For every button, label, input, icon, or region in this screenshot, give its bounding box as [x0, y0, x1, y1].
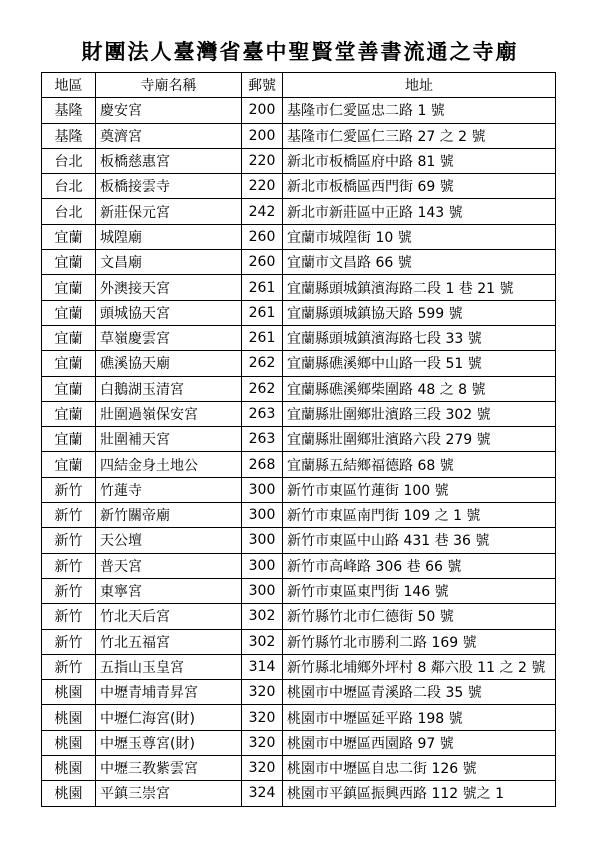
table-row	[42, 452, 556, 477]
address-cell: 桃園市中壢區延平路 198 號	[283, 705, 556, 730]
temple-name-cell: 白鵝湖玉清宮	[96, 376, 242, 401]
table-row	[42, 604, 556, 629]
header-postal-code: 郵號	[242, 73, 283, 98]
table-row	[42, 680, 556, 705]
table-row	[42, 275, 556, 300]
region-cell: 宜蘭	[42, 401, 96, 426]
postal-code-cell: 262	[242, 376, 283, 401]
address-cell: 桃園市中壢區自忠二街 126 號	[283, 756, 556, 781]
temple-name-cell: 中壢玉尊宮(財)	[96, 730, 242, 755]
region-cell: 宜蘭	[42, 452, 96, 477]
temple-name-cell: 中壢青埔青昇宮	[96, 680, 242, 705]
postal-code-cell: 263	[242, 401, 283, 426]
postal-code-cell: 200	[242, 98, 283, 123]
region-cell: 桃園	[42, 730, 96, 755]
address-cell: 新竹市東區東門街 146 號	[283, 578, 556, 603]
address-cell: 新竹市東區中山路 431 巷 36 號	[283, 528, 556, 553]
table-row	[42, 98, 556, 123]
table-row	[42, 250, 556, 275]
table-row	[42, 376, 556, 401]
region-cell: 新竹	[42, 578, 96, 603]
region-cell: 宜蘭	[42, 325, 96, 350]
postal-code-cell: 320	[242, 705, 283, 730]
address-cell: 宜蘭市文昌路 66 號	[283, 250, 556, 275]
temple-name-cell: 竹北天后宮	[96, 604, 242, 629]
postal-code-cell: 320	[242, 756, 283, 781]
address-cell: 新北市新莊區中正路 143 號	[283, 199, 556, 224]
table-row	[42, 578, 556, 603]
region-cell: 基隆	[42, 98, 96, 123]
region-cell: 宜蘭	[42, 376, 96, 401]
address-cell: 桃園市中壢區青溪路二段 35 號	[283, 680, 556, 705]
table-row	[42, 401, 556, 426]
region-cell: 台北	[42, 199, 96, 224]
region-cell: 台北	[42, 148, 96, 173]
address-cell: 新竹市東區南門街 109 之 1 號	[283, 503, 556, 528]
postal-code-cell: 220	[242, 148, 283, 173]
address-cell: 宜蘭縣礁溪鄉中山路一段 51 號	[283, 351, 556, 376]
address-cell: 新北市板橋區府中路 81 號	[283, 148, 556, 173]
table-row	[42, 756, 556, 781]
postal-code-cell: 262	[242, 351, 283, 376]
table-row	[42, 174, 556, 199]
temple-name-cell: 平鎮三崇宮	[96, 781, 242, 806]
address-cell: 宜蘭縣頭城鎮濱海路二段 1 巷 21 號	[283, 275, 556, 300]
postal-code-cell: 300	[242, 578, 283, 603]
table-row	[42, 325, 556, 350]
table-row	[42, 351, 556, 376]
temple-name-cell: 城隍廟	[96, 224, 242, 249]
region-cell: 新竹	[42, 629, 96, 654]
table-row	[42, 427, 556, 452]
table-row	[42, 224, 556, 249]
postal-code-cell: 200	[242, 123, 283, 148]
postal-code-cell: 302	[242, 629, 283, 654]
region-cell: 桃園	[42, 781, 96, 806]
temple-name-cell: 板橋慈惠宮	[96, 148, 242, 173]
temple-name-cell: 新莊保元宮	[96, 199, 242, 224]
region-cell: 宜蘭	[42, 224, 96, 249]
address-cell: 桃園市中壢區西園路 97 號	[283, 730, 556, 755]
temple-name-cell: 新竹關帝廟	[96, 503, 242, 528]
region-cell: 宜蘭	[42, 351, 96, 376]
table-header-row	[42, 73, 556, 98]
table-row	[42, 705, 556, 730]
region-cell: 宜蘭	[42, 427, 96, 452]
temple-name-cell: 慶安宮	[96, 98, 242, 123]
region-cell: 新竹	[42, 654, 96, 679]
region-cell: 台北	[42, 174, 96, 199]
temple-name-cell: 礁溪協天廟	[96, 351, 242, 376]
region-cell: 新竹	[42, 477, 96, 502]
postal-code-cell: 300	[242, 477, 283, 502]
table-row	[42, 477, 556, 502]
postal-code-cell: 220	[242, 174, 283, 199]
postal-code-cell: 320	[242, 730, 283, 755]
address-cell: 新竹縣竹北市勝利二路 169 號	[283, 629, 556, 654]
region-cell: 宜蘭	[42, 275, 96, 300]
address-cell: 宜蘭縣頭城鎮濱海路七段 33 號	[283, 325, 556, 350]
postal-code-cell: 314	[242, 654, 283, 679]
table-row	[42, 199, 556, 224]
address-cell: 宜蘭縣壯圍鄉壯濱路六段 279 號	[283, 427, 556, 452]
postal-code-cell: 324	[242, 781, 283, 806]
temple-name-cell: 五指山玉皇宮	[96, 654, 242, 679]
address-cell: 宜蘭市城隍街 10 號	[283, 224, 556, 249]
temple-name-cell: 壯圍補天宮	[96, 427, 242, 452]
address-cell: 宜蘭縣頭城鎮協天路 599 號	[283, 300, 556, 325]
temple-name-cell: 頭城協天宮	[96, 300, 242, 325]
address-cell: 新竹市東區竹蓮街 100 號	[283, 477, 556, 502]
temple-name-cell: 普天宮	[96, 553, 242, 578]
region-cell: 桃園	[42, 705, 96, 730]
header-temple-name: 寺廟名稱	[96, 73, 242, 98]
address-cell: 宜蘭縣壯圍鄉壯濱路三段 302 號	[283, 401, 556, 426]
table-row	[42, 148, 556, 173]
table-row	[42, 654, 556, 679]
address-cell: 基隆市仁愛區仁三路 27 之 2 號	[283, 123, 556, 148]
address-cell: 宜蘭縣礁溪鄉柴圍路 48 之 8 號	[283, 376, 556, 401]
table-row	[42, 300, 556, 325]
region-cell: 新竹	[42, 553, 96, 578]
header-region: 地區	[42, 73, 96, 98]
temple-name-cell: 天公壇	[96, 528, 242, 553]
temple-name-cell: 四結金身土地公	[96, 452, 242, 477]
temple-name-cell: 奠濟宮	[96, 123, 242, 148]
address-cell: 新北市板橋區西門街 69 號	[283, 174, 556, 199]
table-body	[42, 98, 556, 806]
region-cell: 新竹	[42, 528, 96, 553]
region-cell: 宜蘭	[42, 300, 96, 325]
postal-code-cell: 268	[242, 452, 283, 477]
postal-code-cell: 260	[242, 250, 283, 275]
postal-code-cell: 300	[242, 503, 283, 528]
temple-name-cell: 壯圍過嶺保安宮	[96, 401, 242, 426]
temple-name-cell: 板橋接雲寺	[96, 174, 242, 199]
table-row	[42, 528, 556, 553]
table-row	[42, 553, 556, 578]
region-cell: 新竹	[42, 604, 96, 629]
postal-code-cell: 261	[242, 275, 283, 300]
postal-code-cell: 260	[242, 224, 283, 249]
address-cell: 新竹縣竹北市仁德街 50 號	[283, 604, 556, 629]
table-row	[42, 730, 556, 755]
temple-name-cell: 草嶺慶雲宮	[96, 325, 242, 350]
temple-table	[41, 72, 556, 807]
temple-name-cell: 文昌廟	[96, 250, 242, 275]
postal-code-cell: 242	[242, 199, 283, 224]
table-row	[42, 781, 556, 806]
postal-code-cell: 302	[242, 604, 283, 629]
address-cell: 新竹市高峰路 306 巷 66 號	[283, 553, 556, 578]
region-cell: 宜蘭	[42, 250, 96, 275]
temple-name-cell: 中壢仁海宮(財)	[96, 705, 242, 730]
postal-code-cell: 300	[242, 528, 283, 553]
region-cell: 新竹	[42, 503, 96, 528]
region-cell: 桃園	[42, 756, 96, 781]
region-cell: 基隆	[42, 123, 96, 148]
address-cell: 新竹縣北埔鄉外坪村 8 鄰六股 11 之 2 號	[283, 654, 556, 679]
region-cell: 桃園	[42, 680, 96, 705]
table-row	[42, 503, 556, 528]
address-cell: 宜蘭縣五結鄉福德路 68 號	[283, 452, 556, 477]
temple-name-cell: 東寧宮	[96, 578, 242, 603]
postal-code-cell: 300	[242, 553, 283, 578]
temple-name-cell: 竹蓮寺	[96, 477, 242, 502]
postal-code-cell: 261	[242, 325, 283, 350]
temple-name-cell: 中壢三教紫雲宮	[96, 756, 242, 781]
temple-name-cell: 外澳接天宮	[96, 275, 242, 300]
page-title: 財團法人臺灣省臺中聖賢堂善書流通之寺廟	[81, 39, 519, 64]
postal-code-cell: 263	[242, 427, 283, 452]
table-row	[42, 123, 556, 148]
table-row	[42, 629, 556, 654]
header-address: 地址	[283, 73, 556, 98]
postal-code-cell: 261	[242, 300, 283, 325]
temple-name-cell: 竹北五福宮	[96, 629, 242, 654]
address-cell: 基隆市仁愛區忠二路 1 號	[283, 98, 556, 123]
address-cell: 桃園市平鎮區振興西路 112 號之 1	[283, 781, 556, 806]
postal-code-cell: 320	[242, 680, 283, 705]
